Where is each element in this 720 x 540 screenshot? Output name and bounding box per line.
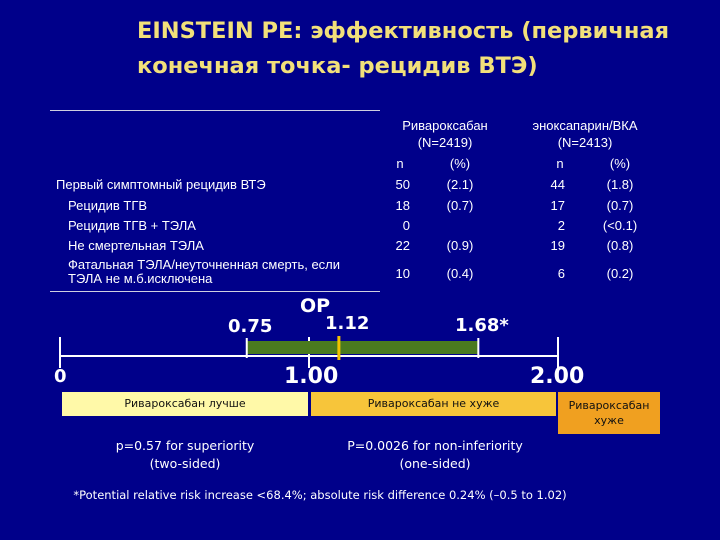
arm2-name: эноксапарин/ВКА bbox=[532, 118, 638, 133]
arm2-n-total: (N=2413) bbox=[557, 135, 613, 150]
zone-better-box bbox=[62, 392, 308, 416]
superiority-line2: (two-sided) bbox=[149, 456, 221, 471]
arm1-col-pct: (%) bbox=[449, 156, 471, 171]
arm1-n-total: (N=2419) bbox=[417, 135, 473, 150]
title-line-1: EINSTEIN PE: эффективность (первичная bbox=[137, 18, 670, 44]
zone-worse-box bbox=[558, 392, 660, 434]
cell: 18 bbox=[395, 198, 410, 213]
cell: 6 bbox=[557, 266, 565, 281]
cell: 22 bbox=[395, 238, 410, 253]
row-label-fatal-pe-line1: Фатальная ТЭЛА/неуточненная смерть, если bbox=[68, 257, 341, 272]
row-label-nonfatal-pe: Не смертельная ТЭЛА bbox=[68, 238, 204, 253]
zone-worse-label bbox=[558, 398, 660, 428]
arm2-col-pct: (%) bbox=[609, 156, 631, 171]
arm1-name: Ривароксабан bbox=[402, 118, 488, 133]
cell: (0.7) bbox=[446, 198, 474, 213]
cell: 0 bbox=[402, 218, 410, 233]
cell: (0.9) bbox=[446, 238, 474, 253]
zone-worse-label-line2: хуже bbox=[594, 414, 624, 427]
cell: (0.2) bbox=[606, 266, 634, 281]
cell: (2.1) bbox=[446, 177, 474, 192]
axis-label-zero: 0 bbox=[54, 366, 67, 387]
superiority-note bbox=[100, 437, 270, 473]
cell: 10 bbox=[395, 266, 410, 281]
ci-low-label: 0.75 bbox=[228, 316, 273, 337]
row-label-dvt-pe: Рецидив ТГВ + ТЭЛА bbox=[68, 218, 196, 233]
noninferiority-note bbox=[330, 437, 540, 473]
cell: 44 bbox=[550, 177, 565, 192]
arm1-col-n: n bbox=[396, 156, 404, 171]
cell: (1.8) bbox=[606, 177, 634, 192]
ci-bar bbox=[247, 341, 479, 354]
noninferiority-line2: (one-sided) bbox=[399, 456, 471, 471]
row-label-fatal-pe-line2: ТЭЛА не м.б.исключена bbox=[68, 271, 213, 286]
point-estimate-label: 1.12 bbox=[325, 313, 370, 334]
or-label: ОР bbox=[300, 295, 331, 317]
noninferiority-line1: P=0.0026 for non-inferiority bbox=[347, 438, 523, 453]
zone-noninferior-box bbox=[311, 392, 556, 416]
title-line-2: конечная точка- рецидив ВТЭ) bbox=[137, 53, 538, 79]
axis-label-two: 2.00 bbox=[530, 364, 585, 389]
cell: (0.8) bbox=[606, 238, 634, 253]
ci-high-label: 1.68* bbox=[455, 315, 509, 336]
footnote: *Potential relative risk increase <68.4%; absolute risk difference 0.24% (–0.5 to 1.02) bbox=[73, 488, 567, 502]
superiority-line1: p=0.57 for superiority bbox=[115, 438, 255, 453]
zone-better-label: Ривароксабан лучше bbox=[124, 397, 246, 410]
axis-label-one: 1.00 bbox=[284, 364, 339, 389]
zone-worse-label-line1: Ривароксабан bbox=[568, 399, 650, 412]
cell: (0.4) bbox=[446, 266, 474, 281]
arm2-col-n: n bbox=[556, 156, 564, 171]
cell: (0.7) bbox=[606, 198, 634, 213]
cell: 19 bbox=[550, 238, 565, 253]
cell: 50 bbox=[395, 177, 410, 192]
zone-noninferior-label: Ривароксабан не хуже bbox=[367, 397, 500, 410]
cell: 17 bbox=[550, 198, 565, 213]
row-label-dvt: Рецидив ТГВ bbox=[68, 198, 148, 213]
cell: (<0.1) bbox=[602, 218, 638, 233]
cell: 2 bbox=[557, 218, 565, 233]
row-label-first-recurrence: Первый симптомный рецидив ВТЭ bbox=[56, 177, 266, 192]
